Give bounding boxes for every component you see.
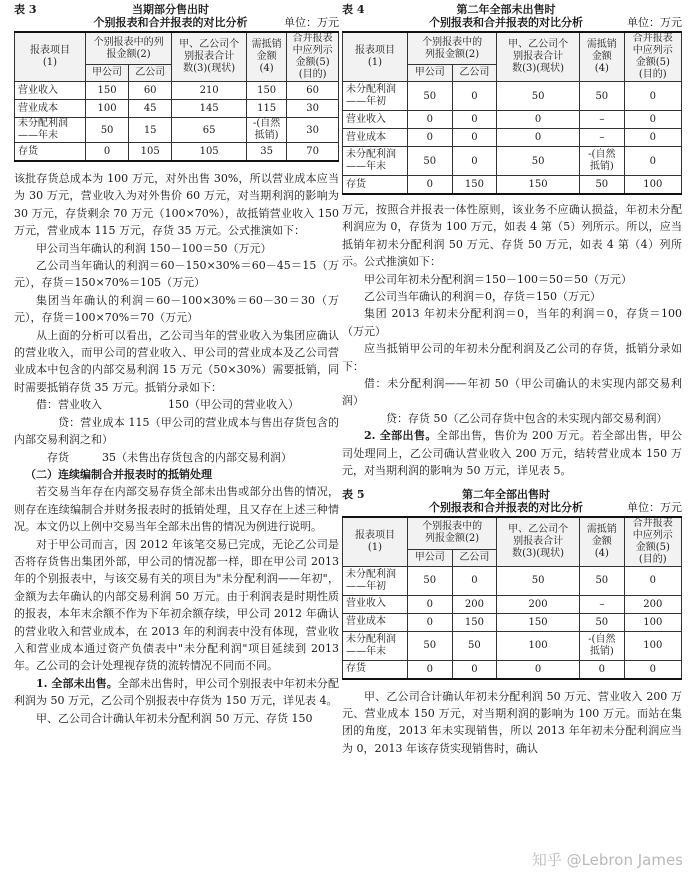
cell-b: 150 [452,176,497,195]
journal-entry-credit: 贷：存货 50（乙公司存货中包含的未实现内部交易利润） [386,411,668,425]
cell-b: 0 [452,111,497,129]
journal-entry-debit: 借：营业收入 150（甲公司的营业收入） [36,398,299,412]
table-row [15,118,339,143]
th-elim: 需抵销 金额 (4) [247,32,287,82]
cell-a: 0 [408,129,453,147]
cell-a: 150 [86,82,129,100]
cell-item: 未分配利润 ——年末 [343,631,408,660]
table-row [343,176,682,195]
cell-sum: 0 [497,129,580,147]
left-body [14,170,339,727]
table4-caption [342,3,682,31]
journal-entry-debit: 借：未分配利润——年初 50（甲公司确认的未实现内部交易利润） [342,377,682,408]
table-row [343,660,682,679]
th-consol: 合并报表 中应列示 金额(5) (目的) [624,32,681,82]
paragraph: 甲公司年初未分配利润＝150－100＝50＝50（万元） [364,272,632,286]
paragraph: 若交易当年存在内部交易存货全部未出售或部分出售的情况，则存在连续编制合并财务报表时的抵销处理，且又存在上述三种情况。本文仍以上例中交易当年全部未出售的情况为例进行说明。 [14,485,339,534]
cell-sum: 50 [497,566,580,595]
th-individual: 个别报表中的列 报金额(2) [86,32,172,65]
th-individual: 个别报表中的 列报金额(2) [408,32,497,65]
cell-b: 15 [129,118,172,143]
cell-b: 0 [452,660,497,679]
zhihu-logo-icon: 知乎 @Lebron James [531,851,683,869]
paragraph: 甲、乙公司合计确认年初未分配利润 50 万元、营业收入 200 万元、营业成本 150 万元，对当期利润的影响为 100 万元。而站在集团的角度，2013 年未实现销售，所以 2013 年年初未分配利润应当为 0，2013 年该存货实现销售时，确认 [342,689,682,755]
cell-consol: 30 [287,100,339,118]
paragraph: 1. 全部未出售。全部未出售时，甲公司个别报表中年初未分配利润为 50 万元，乙公司个别报表中存货为 150 万元，详见表 4。 [14,676,339,708]
cell-elim: -(自然 抵销) [247,118,287,143]
cell-b: 150 [452,613,497,631]
table3 [14,31,339,162]
table5-title: 第二年全部出售时 个别报表和合并报表的对比分析 [429,487,583,514]
cell-sum: 0 [497,660,580,679]
cell-b: 60 [129,82,172,100]
cell-item: 未分配利润 ——年初 [343,82,408,111]
cell-item: 营业收入 [343,595,408,613]
cell-consol: 0 [624,82,681,111]
cell-consol: 70 [287,143,339,162]
right-body-2 [342,688,682,758]
cell-a: 50 [408,631,453,660]
cell-sum: 50 [497,147,580,176]
cell-consol: 100 [624,631,681,660]
th-elim: 需抵销 金额 (4) [580,32,625,82]
cell-b: 105 [129,143,172,162]
table-row [343,566,682,595]
table4-title: 第二年全部未出售时 个别报表和合并报表的对比分析 [429,3,583,29]
table3-unit: 单位：万元 [284,16,339,29]
cell-consol: 200 [624,595,681,613]
table-row [343,613,682,631]
table5-unit: 单位：万元 [627,500,682,514]
cell-b: 200 [452,595,497,613]
table-row [15,82,339,100]
right-body-1 [342,201,682,480]
watermark [532,849,683,870]
cell-elim: 50 [580,82,625,111]
cell-a: 0 [86,143,129,162]
cell-sum: 50 [497,82,580,111]
cell-item: 营业收入 [15,82,86,100]
cell-elim: 150 [247,82,287,100]
table3-caption [14,3,339,31]
cell-sum: 150 [497,176,580,195]
table-row [343,129,682,147]
cell-elim: – [580,129,625,147]
th-sum: 甲、乙公司个 别报表合计 数(3)(现状) [497,32,580,82]
cell-b: 0 [452,566,497,595]
th-sum: 甲、乙公司个 别报表合计 数(3)(现状) [172,32,247,82]
table3-title: 当期部分售出时 个别报表和合并报表的对比分析 [93,3,248,29]
cell-b: 45 [129,100,172,118]
cell-elim: 0 [580,660,625,679]
cell-b: 50 [452,631,497,660]
cell-sum: 145 [172,100,247,118]
paragraph: 甲公司当年确认的利润 150－100＝50（万元） [36,241,272,255]
cell-elim: – [580,111,625,129]
th-a: 甲公司 [86,65,129,82]
cell-consol: 60 [287,82,339,100]
table5-number: 表 5 [342,487,365,501]
cell-consol: 0 [624,129,681,147]
paragraph: 应当抵销甲公司的年初未分配利润及乙公司的存货，抵销分录如下： [342,342,682,373]
paragraph: 2. 全部出售。全部出售，售价为 200 万元。若全部出售，甲公司处理同上，乙公司确认营业收入 200 万元，结转营业成本 150 万元，对当期利润的影响为 50 万元，详见表 5。 [342,429,682,478]
th-item: 报表项目 (1) [343,517,408,567]
left-column [14,0,339,727]
cell-sum: 65 [172,118,247,143]
cell-item: 未分配利润 ——年末 [343,147,408,176]
subheading: 1. 全部未出售。 [36,676,118,690]
cell-item: 营业收入 [343,111,408,129]
table-row [343,595,682,613]
cell-a: 50 [86,118,129,143]
cell-a: 0 [408,613,453,631]
th-consol: 合并报表 中应列示 金额(5) (目的) [287,32,339,82]
subheading: 2. 全部出售。 [364,429,437,443]
table-row [343,631,682,660]
table-row [343,147,682,176]
cell-b: 0 [452,147,497,176]
cell-consol: 0 [624,660,681,679]
th-consol: 合并报表 中应列示 金额(5) (目的) [624,517,681,567]
cell-elim: -(自然 抵销) [580,147,625,176]
paragraph: 乙公司当年确认的利润＝60－150×30%＝60－45＝15（万元），存货＝150×70%＝105（万元） [14,259,339,290]
th-individual: 个别报表中的 列报金额(2) [408,517,497,550]
th-elim: 需抵销 金额 (4) [580,517,625,567]
cell-elim: 50 [580,613,625,631]
cell-elim: 50 [580,176,625,195]
cell-item: 未分配利润 ——年初 [343,566,408,595]
journal-entry-credit: 贷：营业成本 115（甲公司的营业成本与售出存货包含的内部交易利润之和） [14,415,339,447]
cell-elim: – [580,595,625,613]
cell-a: 100 [86,100,129,118]
cell-consol: 0 [624,566,681,595]
table3-number: 表 3 [14,3,37,16]
cell-elim: 115 [247,100,287,118]
cell-elim: 35 [247,143,287,162]
cell-item: 存货 [343,660,408,679]
cell-a: 50 [408,82,453,111]
th-b: 乙公司 [452,549,497,566]
cell-b: 0 [452,82,497,111]
th-b: 乙公司 [129,65,172,82]
th-sum: 甲、乙公司个 别报表合计 数(3)(现状) [497,517,580,567]
cell-item: 营业成本 [343,613,408,631]
cell-a: 0 [408,111,453,129]
cell-elim: -(自然 抵销) [580,631,625,660]
cell-a: 0 [408,176,453,195]
cell-consol: 30 [287,118,339,143]
table-row [343,82,682,111]
cell-elim: 50 [580,566,625,595]
cell-sum: 150 [497,613,580,631]
paragraph: 该批存货总成本为 100 万元，对外出售 30%，所以营业成本应当为 30 万元，营业收入为对外售价 60 万元，对当期利润的影响为 30 万元，存货剩余 70 万元（100×70%），故抵销营业收入 150 万元，营业成本 115 万元，存货 35 万元。公式推演如下： [14,172,339,238]
table4-unit: 单位：万元 [627,16,682,29]
cell-a: 0 [408,660,453,679]
th-a: 甲公司 [408,65,453,82]
cell-a: 0 [408,595,453,613]
cell-sum: 0 [497,111,580,129]
table-row [15,100,339,118]
cell-a: 50 [408,566,453,595]
paragraph: 甲、乙公司合计确认年初未分配利润 50 万元、存货 150 [36,711,313,725]
paragraph: 乙公司当年确认的利润＝0，存货＝150（万元） [364,290,601,304]
th-a: 甲公司 [408,549,453,566]
table4 [342,31,682,195]
cell-sum: 200 [497,595,580,613]
cell-consol: 0 [624,147,681,176]
cell-item: 营业成本 [343,129,408,147]
paragraph: 集团当年确认的利润＝60－100×30%＝60－30＝30（万元），存货＝100×70%＝70（万元） [14,293,339,325]
cell-consol: 100 [624,176,681,195]
section-heading: （二）连续编制合并报表时的抵销处理 [25,467,212,481]
right-column [342,0,682,757]
cell-b: 0 [452,129,497,147]
paragraph: 从上面的分析可以看出，乙公司当年的营业收入为集团应确认的营业收入，而甲公司的营业收入、甲公司的营业成本及乙公司营业成本中包含的内部交易利润 15 万元（50×30%）需要抵销，同时需要抵销存货 35 万元。抵销分录如下： [14,328,339,394]
table5 [342,516,682,680]
th-item: 报表项目 (1) [15,32,86,82]
table5-caption [342,488,682,516]
cell-consol: 0 [624,111,681,129]
table4-number: 表 4 [342,3,365,16]
journal-entry-credit-2: 存货 35（未售出存货包含的内部交易利润） [47,450,292,464]
paragraph: 集团 2013 年初未分配利润＝0，当年的利润＝0，存货＝100（万元） [342,307,682,338]
cell-consol: 100 [624,613,681,631]
th-item: 报表项目 (1) [343,32,408,82]
cell-a: 50 [408,147,453,176]
th-b: 乙公司 [452,65,497,82]
cell-sum: 210 [172,82,247,100]
cell-item: 存货 [15,143,86,162]
cell-sum: 100 [497,631,580,660]
table-row [343,111,682,129]
table-row [15,143,339,162]
cell-item: 未分配利润 ——年末 [15,118,86,143]
cell-item: 营业成本 [15,100,86,118]
paragraph: 对于甲公司而言，因 2012 年该笔交易已完成，无论乙公司是否将存货售出集团外部，甲公司的情况都一样，即在甲公司 2013 年的个别报表中，与该交易有关的项目为"未分配利润——年初"，金额为去年确认的内部交易利润 50 万元。由于利润表是时期性质的报表，本年末余额不作为下年初余额存续，甲公司 2012 年确认的营业收入和营业成本，在 2013 年的利润表中没有体现，营业收入和营业成本通过资产负债表中"未分配利润"项目延续到 2013 年。乙公司的会计处理视存货的流转情况不同而不同。 [14,537,339,673]
cell-item: 存货 [343,176,408,195]
cell-sum: 105 [172,143,247,162]
paragraph: 万元，按照合并报表一体性原则，该业务不应确认损益，年初未分配利润应为 0，存货为 100 万元，如表 4 第（5）列所示。所以，应当抵销年初未分配利润 50 万元、存货 50 万元，如表 4 第（4）列所示。公式推演如下： [342,203,682,269]
